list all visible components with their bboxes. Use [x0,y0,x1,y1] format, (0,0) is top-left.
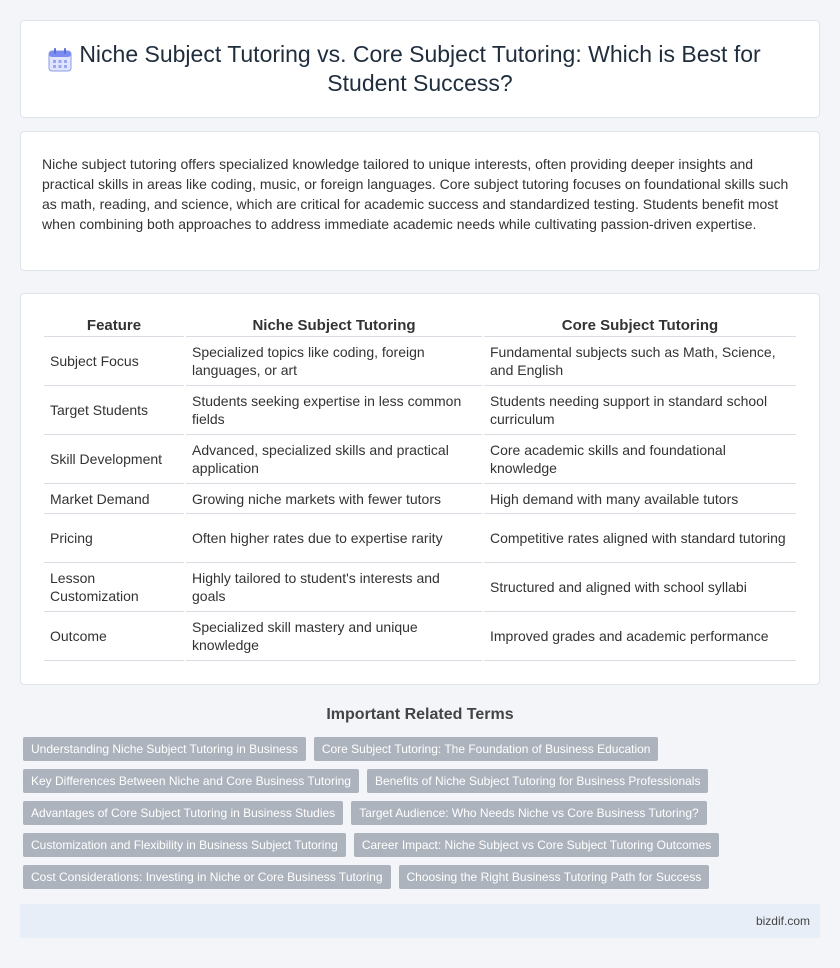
niche-cell: Highly tailored to student's interests and goals [186,563,482,612]
table-row [44,563,796,612]
core-cell: Students needing support in standard school curriculum [484,386,796,435]
related-term-tag[interactable]: Advantages of Core Subject Tutoring in Business Studies [23,801,343,825]
niche-cell: Often higher rates due to expertise rarity [186,514,482,563]
footer [20,904,820,938]
core-cell: High demand with many available tutors [484,484,796,514]
header-niche: Niche Subject Tutoring [186,316,482,337]
comparison-table-card [20,293,820,685]
footer-site-link[interactable]: bizdif.com [755,914,810,928]
related-term-tag[interactable]: Target Audience: Who Needs Niche vs Core Business Tutoring? [351,801,707,825]
niche-cell: Specialized topics like coding, foreign languages, or art [186,337,482,386]
comparison-table [42,316,798,661]
related-term-tag[interactable]: Career Impact: Niche Subject vs Core Subject Tutoring Outcomes [354,833,719,857]
related-term-tag[interactable]: Core Subject Tutoring: The Foundation of Business Education [314,737,659,761]
core-cell: Core academic skills and foundational knowledge [484,435,796,484]
header-feature: Feature [44,316,184,337]
related-term-tag[interactable]: Cost Considerations: Investing in Niche or Core Business Tutoring [23,865,391,889]
feature-cell: Subject Focus [44,337,184,386]
feature-cell: Pricing [44,514,184,563]
related-terms-title: Important Related Terms [326,706,514,723]
page-title: Niche Subject Tutoring vs. Core Subject Tutoring: Which is Best for Student Success? [79,41,761,96]
niche-cell: Students seeking expertise in less common fields [186,386,482,435]
related-terms-list [23,737,823,897]
core-cell: Competitive rates aligned with standard tutoring [484,514,796,563]
header-core: Core Subject Tutoring [484,316,796,337]
table-row [44,337,796,386]
feature-cell: Target Students [44,386,184,435]
related-term-tag[interactable]: Benefits of Niche Subject Tutoring for Business Professionals [367,769,709,793]
intro-paragraph: Niche subject tutoring offers specialized knowledge tailored to unique interests, often providing deeper insights and practical skills in areas like coding, music, or foreign languages. Core subject tutoring focuses on foundational skills such as math, reading, and science, which are critical for academic success and standardized testing. Students benefit most when combining both approaches to address immediate academic needs while cultivating passion-driven expertise. [42,156,789,232]
table-row [44,484,796,514]
table-row [44,386,796,435]
core-cell: Structured and aligned with school syllabi [484,563,796,612]
niche-cell: Growing niche markets with fewer tutors [186,484,482,514]
related-term-tag[interactable]: Choosing the Right Business Tutoring Path for Success [399,865,710,889]
table-row [44,435,796,484]
feature-cell: Outcome [44,612,184,661]
feature-cell: Lesson Customization [44,563,184,612]
table-row [44,612,796,661]
intro-card [20,131,820,271]
related-term-tag[interactable]: Key Differences Between Niche and Core Business Tutoring [23,769,359,793]
core-cell: Fundamental subjects such as Math, Science, and English [484,337,796,386]
title-card [20,20,820,118]
niche-cell: Specialized skill mastery and unique knowledge [186,612,482,661]
core-cell: Improved grades and academic performance [484,612,796,661]
feature-cell: Skill Development [44,435,184,484]
feature-cell: Market Demand [44,484,184,514]
table-row [44,514,796,563]
related-term-tag[interactable]: Customization and Flexibility in Business Subject Tutoring [23,833,346,857]
related-term-tag[interactable]: Understanding Niche Subject Tutoring in Business [23,737,306,761]
table-header-row [44,316,796,337]
niche-cell: Advanced, specialized skills and practical application [186,435,482,484]
